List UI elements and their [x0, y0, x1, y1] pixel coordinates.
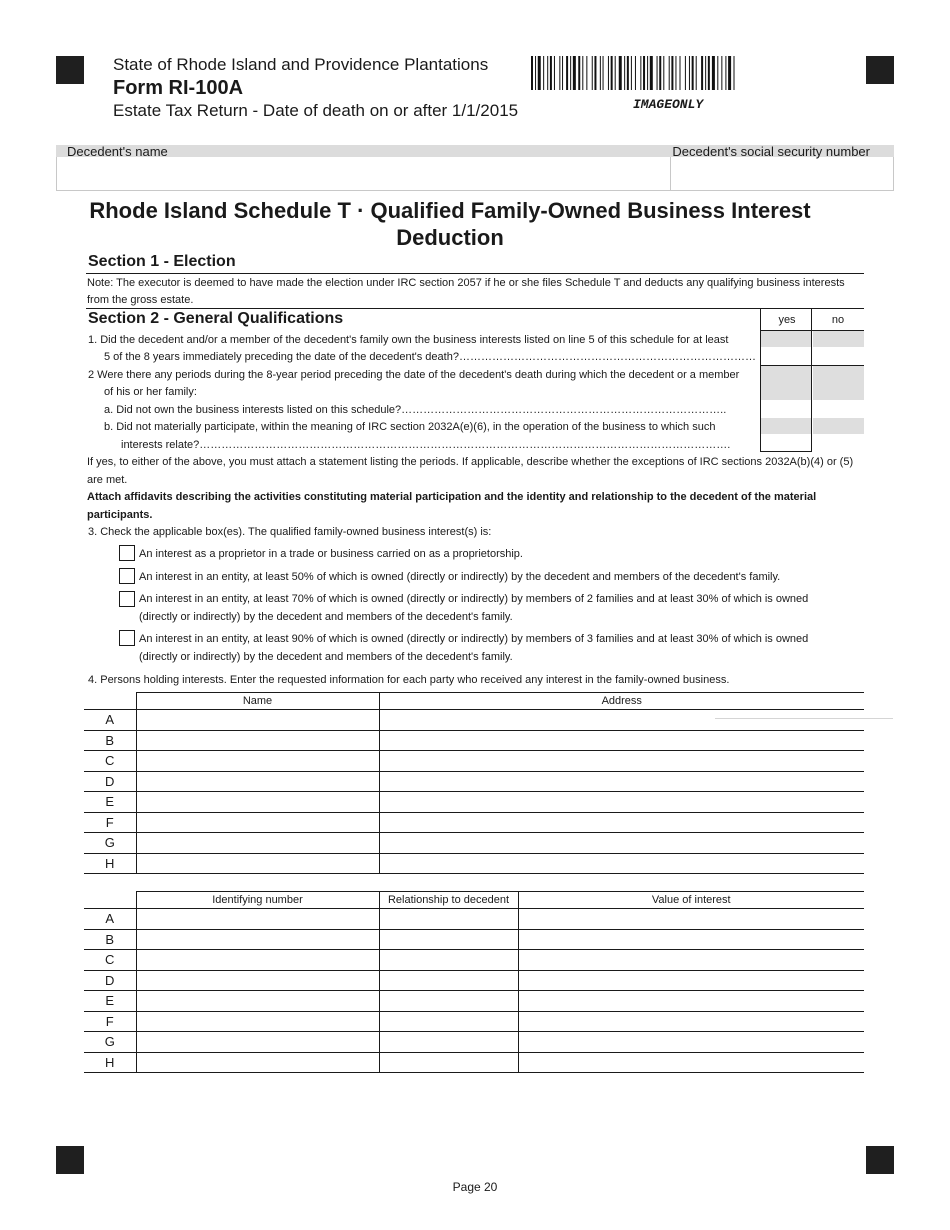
barcode-bar — [570, 56, 571, 90]
yes-column-left-rule — [760, 309, 761, 452]
barcode-bar — [692, 56, 694, 90]
address-cell[interactable] — [379, 833, 864, 854]
question-1-line-1: 1. Did the decedent and/or a member of the decedent's family own the business interests listed on line 5 of this schedule for at least — [88, 334, 729, 346]
q1-no-box[interactable] — [813, 331, 864, 347]
barcode-bar — [689, 56, 690, 90]
barcode-bar — [650, 56, 653, 90]
value-row — [84, 950, 864, 971]
relationship-cell[interactable] — [379, 1032, 518, 1053]
identifying-number-cell[interactable] — [136, 1032, 379, 1053]
yes-column-header: yes — [778, 314, 796, 326]
proprietorship-checkbox[interactable] — [119, 545, 135, 561]
value-cell[interactable] — [518, 991, 864, 1012]
row-label: C — [84, 751, 136, 772]
address-cell[interactable] — [379, 771, 864, 792]
value-cell[interactable] — [518, 1032, 864, 1053]
yes-no-divider — [811, 309, 812, 452]
value-row — [84, 929, 864, 950]
barcode-bar — [659, 56, 661, 90]
barcode-bar — [566, 56, 568, 90]
value-row — [84, 970, 864, 991]
address-cell[interactable] — [379, 751, 864, 772]
q2b-yes-box[interactable] — [761, 435, 811, 451]
identifying-number-cell[interactable] — [136, 929, 379, 950]
q2b-yes-shade — [761, 418, 811, 434]
stray-rule — [715, 718, 893, 719]
decedent-name-field[interactable] — [57, 158, 669, 190]
relationship-cell[interactable] — [379, 909, 518, 930]
q2a-yes-box[interactable] — [761, 400, 811, 416]
identifying-number-cell[interactable] — [136, 950, 379, 971]
value-cell[interactable] — [518, 1052, 864, 1073]
barcode-bar — [712, 56, 715, 90]
relationship-cell[interactable] — [379, 1052, 518, 1073]
name-column-header: Name — [136, 693, 379, 710]
q2-yes-shade — [761, 366, 811, 400]
option-seventy-percent: An interest in an entity, at least 70% of which is owned (directly or indirectly) by members of 2 families and at least 30% of which is owned (directly or indirectly) by the decedent and members of the decedent's family. — [139, 593, 809, 623]
barcode-bar — [669, 56, 670, 90]
address-cell[interactable] — [379, 710, 864, 731]
barcode-bar — [647, 56, 648, 90]
row-label: A — [84, 909, 136, 930]
option-fifty-percent: An interest in an entity, at least 50% of which is owned (directly or indirectly) by the decedent and members of the decedent's family. — [139, 571, 781, 583]
identifying-number-cell[interactable] — [136, 1052, 379, 1073]
name-cell[interactable] — [136, 792, 379, 813]
address-cell[interactable] — [379, 853, 864, 874]
row-label: B — [84, 730, 136, 751]
relationship-cell[interactable] — [379, 950, 518, 971]
barcode-bar — [600, 56, 601, 90]
value-row — [84, 991, 864, 1012]
schedule-title: Rhode Island Schedule T · Qualified Family-Owned Business Interest Deduction — [89, 198, 811, 250]
relationship-cell[interactable] — [379, 970, 518, 991]
barcode-bar — [594, 56, 596, 90]
barcode-bar — [543, 56, 544, 90]
barcode-bar — [562, 56, 563, 90]
row-label: F — [84, 812, 136, 833]
barcode-bar — [657, 56, 658, 90]
barcode-bar — [578, 56, 580, 90]
barcode-bar — [603, 56, 604, 90]
q1-yes-box[interactable] — [761, 331, 811, 347]
barcode-bar — [721, 56, 722, 90]
ninety-percent-checkbox[interactable] — [119, 630, 135, 646]
value-cell[interactable] — [518, 909, 864, 930]
persons-value-table — [84, 891, 864, 1073]
name-address-row — [84, 771, 864, 792]
barcode-bar — [631, 56, 632, 90]
fifty-percent-checkbox[interactable] — [119, 568, 135, 584]
decedent-ssn-field[interactable] — [672, 158, 892, 190]
form-subtitle: Estate Tax Return - Date of death on or after 1/1/2015 — [113, 101, 519, 120]
barcode-bar — [531, 56, 533, 90]
question-2a: a. Did not own the business interests listed on this schedule?…………………………………………………………………………….. — [104, 404, 727, 416]
barcode-bar — [554, 56, 555, 90]
row-label-header — [84, 892, 136, 909]
barcode-bar — [535, 56, 536, 90]
value-row — [84, 909, 864, 930]
identifying-number-header: Identifying number — [136, 892, 379, 909]
q2a-no-box[interactable] — [813, 400, 864, 416]
form-number: Form RI-100A — [113, 77, 244, 99]
row-label: A — [84, 710, 136, 731]
row-label: D — [84, 771, 136, 792]
question-4: 4. Persons holding interests. Enter the requested information for each party who received any interest in the family-owned business. — [88, 674, 730, 686]
name-cell[interactable] — [136, 812, 379, 833]
row-label: H — [84, 853, 136, 874]
name-cell[interactable] — [136, 730, 379, 751]
barcode-bar — [708, 56, 710, 90]
relationship-header: Relationship to decedent — [379, 892, 518, 909]
name-cell[interactable] — [136, 833, 379, 854]
if-yes-statement: If yes, to either of the above, you must attach a statement listing the periods. If applicable, describe whether the exceptions of IRC sections 2032A(b)(4) or (5) are met. — [87, 456, 854, 486]
name-cell[interactable] — [136, 751, 379, 772]
no-column-header: no — [831, 314, 845, 326]
barcode-bar — [615, 56, 616, 90]
registration-mark-top-right — [866, 56, 894, 84]
barcode-bar — [582, 56, 583, 90]
identifying-number-cell[interactable] — [136, 909, 379, 930]
name-address-row — [84, 792, 864, 813]
address-cell[interactable] — [379, 812, 864, 833]
row-label-header — [84, 693, 136, 710]
persons-name-address-table — [84, 692, 864, 874]
imageonly-label: IMAGEONLY — [633, 97, 704, 112]
identifying-number-cell[interactable] — [136, 991, 379, 1012]
registration-mark-bottom-left — [56, 1146, 84, 1174]
address-cell[interactable] — [379, 792, 864, 813]
name-address-row — [84, 833, 864, 854]
seventy-percent-checkbox[interactable] — [119, 591, 135, 607]
registration-mark-top-left — [56, 56, 84, 84]
address-column-header: Address — [379, 693, 864, 710]
q2b-no-shade — [813, 418, 864, 434]
name-address-row — [84, 853, 864, 874]
barcode-bar — [608, 56, 609, 90]
decedent-name-label: Decedent's name — [67, 144, 168, 159]
section-2-heading: Section 2 - General Qualifications — [88, 310, 344, 327]
state-name: State of Rhode Island and Providence Plantations — [113, 55, 489, 74]
barcode-bar — [547, 56, 548, 90]
row-label: G — [84, 1032, 136, 1053]
value-cell[interactable] — [518, 1011, 864, 1032]
q2-no-shade — [813, 366, 864, 400]
barcode-bar — [586, 56, 587, 90]
barcode-bar — [624, 56, 625, 90]
decedent-ssn-label: Decedent's social security number — [672, 144, 870, 159]
barcode-bar — [611, 56, 613, 90]
identifying-number-cell[interactable] — [136, 970, 379, 991]
value-row — [84, 1011, 864, 1032]
value-cell[interactable] — [518, 970, 864, 991]
barcode-bar — [592, 56, 593, 90]
row-label: C — [84, 950, 136, 971]
name-cell[interactable] — [136, 710, 379, 731]
row-label: G — [84, 833, 136, 854]
section-1-heading: Section 1 - Election — [88, 253, 236, 270]
value-cell[interactable] — [518, 950, 864, 971]
name-cell[interactable] — [136, 853, 379, 874]
name-address-row — [84, 751, 864, 772]
barcode-bar — [663, 56, 664, 90]
identifying-number-cell[interactable] — [136, 1011, 379, 1032]
row-label: E — [84, 991, 136, 1012]
barcode-bar — [685, 56, 686, 90]
relationship-cell[interactable] — [379, 1011, 518, 1032]
relationship-cell[interactable] — [379, 929, 518, 950]
barcode-bar — [573, 56, 576, 90]
value-header: Value of interest — [518, 892, 864, 909]
section-2-rule — [86, 308, 864, 309]
row-label: B — [84, 929, 136, 950]
name-address-row — [84, 710, 864, 731]
barcode-bar — [701, 56, 703, 90]
name-address-row — [84, 812, 864, 833]
barcode-bar — [538, 56, 541, 90]
row-label: E — [84, 792, 136, 813]
relationship-cell[interactable] — [379, 991, 518, 1012]
barcode-bar — [643, 56, 645, 90]
question-2b-line-2: interests relate?………………………………………………………………………………………………………………………………. — [121, 439, 731, 451]
barcode-bar — [725, 56, 726, 90]
row-label: F — [84, 1011, 136, 1032]
row-label: D — [84, 970, 136, 991]
barcode-bar — [671, 56, 673, 90]
barcode-bar — [696, 56, 697, 90]
barcode-bar — [717, 56, 718, 90]
section-1-note: Note: The executor is deemed to have made the election under IRC section 2057 if he or she files Schedule T and deducts any qualifying business interests from the gross estate. — [87, 277, 845, 306]
barcode-bar — [627, 56, 629, 90]
barcode-bar — [705, 56, 706, 90]
barcode-bar — [734, 56, 735, 90]
question-1-line-2: 5 of the 8 years immediately preceding the date of the decedent's death?……………………………………………………………………… — [104, 351, 756, 363]
value-row — [84, 1052, 864, 1073]
barcode — [531, 56, 816, 90]
barcode-bar — [635, 56, 636, 90]
address-cell[interactable] — [379, 730, 864, 751]
q2b-no-box[interactable] — [813, 435, 864, 451]
barcode-bar — [728, 56, 731, 90]
barcode-bar — [559, 56, 560, 90]
barcode-bar — [680, 56, 681, 90]
section-1-rule — [86, 273, 864, 274]
question-2-line-2: of his or her family: — [104, 386, 197, 398]
option-proprietorship: An interest as a proprietor in a trade or business carried on as a proprietorship. — [139, 548, 523, 560]
barcode-bar — [619, 56, 622, 90]
page-number: Page 20 — [452, 1180, 498, 1194]
name-cell[interactable] — [136, 771, 379, 792]
q1-bottom-rule — [760, 365, 864, 366]
value-row — [84, 1032, 864, 1053]
barcode-bar — [550, 56, 552, 90]
decedent-fields-divider — [670, 157, 671, 191]
row-label: H — [84, 1052, 136, 1073]
question-2-line-1: 2 Were there any periods during the 8-year period preceding the date of the decedent's death during which the decedent or a member — [88, 369, 740, 381]
question-2b-line-1: b. Did not materially participate, within the meaning of IRC section 2032A(e)(6), in the operation of the business to which such — [104, 421, 716, 433]
value-cell[interactable] — [518, 929, 864, 950]
attach-affidavits-statement: Attach affidavits describing the activities constituting material participation and the identity and relationship to the decedent of the material participants. — [87, 491, 817, 521]
name-address-row — [84, 730, 864, 751]
barcode-bar — [640, 56, 641, 90]
question-3: 3. Check the applicable box(es). The qualified family-owned business interest(s) is: — [88, 526, 492, 538]
registration-mark-bottom-right — [866, 1146, 894, 1174]
yes-column-bottom-rule — [760, 451, 812, 452]
option-ninety-percent: An interest in an entity, at least 90% of which is owned (directly or indirectly) by members of 3 families and at least 30% of which is owned (directly or indirectly) by the decedent and members of the decedent's family. — [139, 633, 809, 663]
barcode-bar — [675, 56, 676, 90]
